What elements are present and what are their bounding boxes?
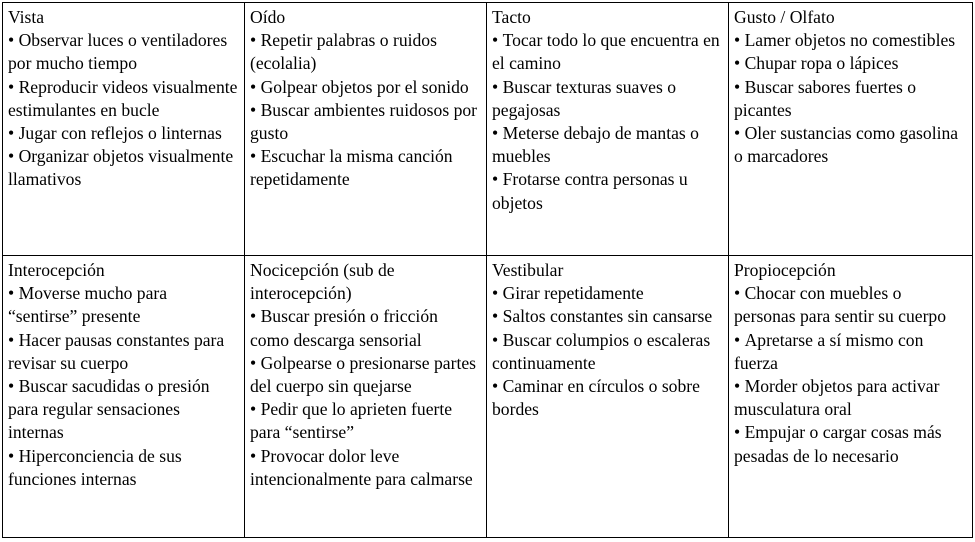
- list-item: • Buscar columpios o escaleras continuamente: [492, 329, 723, 375]
- cell-title: Vista: [8, 7, 45, 27]
- list-item: • Hacer pausas constantes para revisar su cuerpo: [8, 329, 239, 375]
- list-item: • Buscar texturas suaves o pegajosas: [492, 76, 723, 122]
- list-item: • Reproducir videos visualmente estimulantes en bucle: [8, 76, 239, 122]
- list-item: • Saltos constantes sin cansarse: [492, 305, 723, 328]
- item-list: [8, 282, 239, 491]
- item-list: [492, 282, 723, 421]
- list-item: • Caminar en círculos o sobre bordes: [492, 375, 723, 421]
- cell-oido: [245, 3, 487, 256]
- list-item: • Moverse mucho para “sentirse” presente: [8, 282, 239, 328]
- list-item: • Buscar ambientes ruidosos por gusto: [250, 99, 481, 145]
- list-item: • Pedir que lo aprieten fuerte para “sentirse”: [250, 398, 481, 444]
- list-item: • Morder objetos para activar musculatura oral: [734, 375, 967, 421]
- list-item: • Lamer objetos no comestibles: [734, 29, 967, 52]
- cell-tacto: [487, 3, 729, 256]
- list-item: • Chocar con muebles o personas para sentir su cuerpo: [734, 282, 967, 328]
- list-item: • Provocar dolor leve intencionalmente para calmarse: [250, 445, 481, 491]
- item-list: [250, 305, 481, 491]
- list-item: • Tocar todo lo que encuentra en el camino: [492, 29, 723, 75]
- sensory-table: [2, 2, 973, 538]
- cell-interocepcion: [3, 256, 245, 538]
- cell-title: Gusto / Olfato: [734, 7, 835, 27]
- list-item: • Buscar presión o fricción como descarga sensorial: [250, 305, 481, 351]
- list-item: • Jugar con reflejos o linternas: [8, 122, 239, 145]
- table-row: [3, 256, 973, 538]
- list-item: • Golpearse o presionarse partes del cuerpo sin quejarse: [250, 352, 481, 398]
- list-item: • Golpear objetos por el sonido: [250, 76, 481, 99]
- item-list: [8, 29, 239, 191]
- list-item: • Buscar sacudidas o presión para regular sensaciones internas: [8, 375, 239, 445]
- cell-nocicepcion: [245, 256, 487, 538]
- list-item: • Girar repetidamente: [492, 282, 723, 305]
- list-item: • Empujar o cargar cosas más pesadas de lo necesario: [734, 421, 967, 467]
- cell-title: Vestibular: [492, 260, 564, 280]
- table-row: [3, 3, 973, 256]
- cell-title: Tacto: [492, 7, 531, 27]
- cell-title: Nocicepción (sub de interocepción): [250, 260, 395, 304]
- cell-gusto-olfato: [729, 3, 973, 256]
- list-item: • Oler sustancias como gasolina o marcadores: [734, 122, 967, 168]
- list-item: • Buscar sabores fuertes o picantes: [734, 76, 967, 122]
- list-item: • Apretarse a sí mismo con fuerza: [734, 329, 967, 375]
- list-item: • Hiperconciencia de sus funciones internas: [8, 445, 239, 491]
- cell-title: Interocepción: [8, 260, 105, 280]
- list-item: • Meterse debajo de mantas o muebles: [492, 122, 723, 168]
- item-list: [734, 29, 967, 168]
- list-item: • Escuchar la misma canción repetidamente: [250, 145, 481, 191]
- list-item: • Repetir palabras o ruidos (ecolalia): [250, 29, 481, 75]
- item-list: [250, 29, 481, 191]
- list-item: • Observar luces o ventiladores por mucho tiempo: [8, 29, 239, 75]
- cell-vista: [3, 3, 245, 256]
- list-item: • Chupar ropa o lápices: [734, 52, 967, 75]
- list-item: • Organizar objetos visualmente llamativos: [8, 145, 239, 191]
- item-list: [492, 29, 723, 215]
- cell-title: Propiocepción: [734, 260, 836, 280]
- list-item: • Frotarse contra personas u objetos: [492, 168, 723, 214]
- item-list: [734, 282, 967, 468]
- cell-title: Oído: [250, 7, 286, 27]
- cell-propiocepcion: [729, 256, 973, 538]
- cell-vestibular: [487, 256, 729, 538]
